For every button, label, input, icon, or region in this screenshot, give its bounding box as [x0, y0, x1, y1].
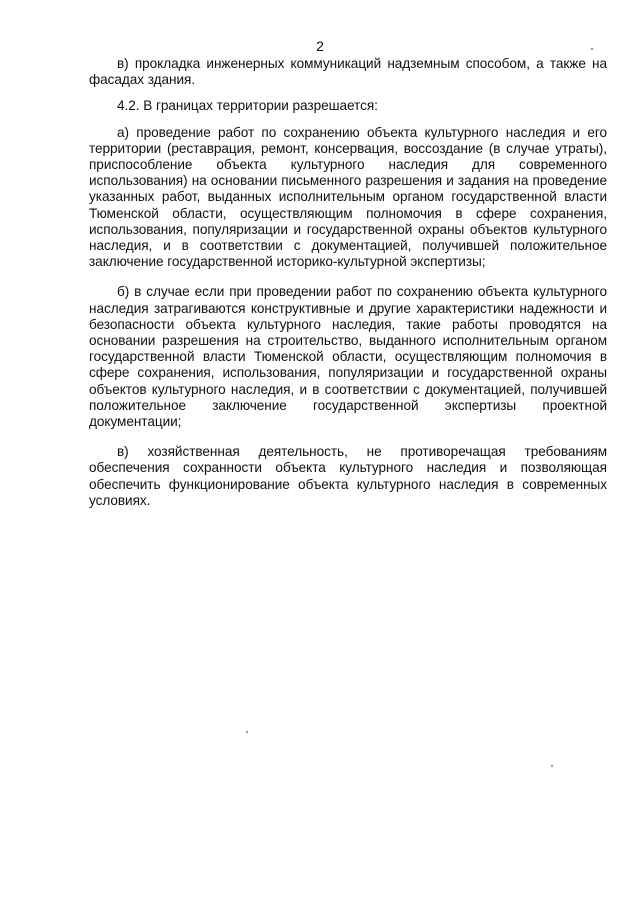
paragraph-item-a: а) проведение работ по сохранению объекта культурного наследия и его территории (реставрация, ремонт, консервация, воссоздание (в случае утраты), приспособление объекта культурного наследия для современного использования) на основании письменного разрешения и задания на проведение указанных работ, выданных исполнительным органом государственной власти Тюменской области, осуществляющим полномочия в сфере сохранения, использования, популяризации и государственной охраны объектов культурного наследия, и в соответствии с документацией, получившей положительное заключение государственной историко-культурной экспертизы;	[89, 124, 607, 270]
paragraph-utilities: в) прокладка инженерных коммуникаций надземным способом, а также на фасадах здания.	[89, 56, 607, 88]
paragraph-item-b: б) в случае если при проведении работ по сохранению объекта культурного наследия затрагиваются конструктивные и другие характеристики надежности и безопасности объекта культурного наследия, такие работы проводятся на основании разрешения на строительство, выданного исполнительным органом государственной власти Тюменской области, осуществляющим полномочия в сфере сохранения, использования, популяризации и государственной охраны объектов культурного наследия, и в соответствии с документацией, получившей положительное заключение государственной экспертизы проектной документации;	[89, 284, 607, 430]
paragraph-section-heading: 4.2. В границах территории разрешается:	[117, 98, 378, 114]
scan-speck	[591, 48, 593, 50]
page-number: 2	[316, 38, 324, 54]
scan-speck	[551, 765, 553, 767]
scan-speck	[246, 731, 248, 733]
document-body	[89, 56, 607, 523]
paragraph-item-v: в) хозяйственная деятельность, не противоречащая требованиям обеспечения сохранности объекта культурного наследия и позволяющая обеспечить функционирование объекта культурного наследия в современных условиях.	[89, 444, 607, 508]
